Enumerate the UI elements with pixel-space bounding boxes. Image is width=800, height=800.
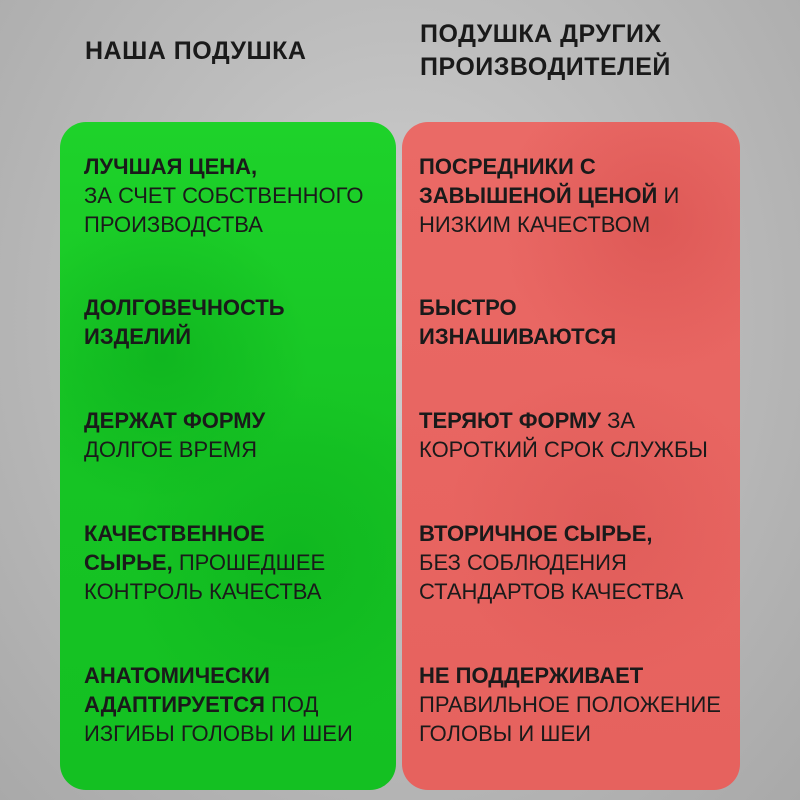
right-item-wear-l2: ИЗНАШИВАЮТСЯ xyxy=(419,324,617,349)
right-item-support xyxy=(419,661,726,748)
other-pillow-title-line-1: ПОДУШКА ДРУГИХ xyxy=(420,20,662,48)
our-pillow-panel xyxy=(60,122,396,790)
our-pillow-title: НАША ПОДУШКА xyxy=(85,37,307,65)
left-item-shape-l1: ДЕРЖАТ ФОРМУ xyxy=(84,408,266,433)
left-item-material-l2-normal: ПРОШЕДШЕЕ xyxy=(172,550,326,575)
right-item-shape-l1-normal: ЗА xyxy=(601,408,636,433)
right-item-material-l2: БЕЗ СОБЛЮДЕНИЯ xyxy=(419,550,627,575)
right-item-shape-l1-bold: ТЕРЯЮТ ФОРМУ xyxy=(419,408,602,433)
other-pillow-title xyxy=(420,18,750,84)
left-item-anatomic-l1: АНАТОМИЧЕСКИ xyxy=(84,663,270,688)
left-item-anatomic-l2-bold: АДАПТИРУЕТСЯ xyxy=(84,692,265,717)
right-item-support-l1: НЕ ПОДДЕРЖИВАЕТ xyxy=(419,663,644,688)
left-item-anatomic-l2 xyxy=(84,690,382,719)
right-item-material-l3: СТАНДАРТОВ КАЧЕСТВА xyxy=(419,579,684,604)
right-item-shape-l2: КОРОТКИЙ СРОК СЛУЖБЫ xyxy=(419,437,708,462)
right-item-support-l3: ГОЛОВЫ И ШЕИ xyxy=(419,721,591,746)
right-item-material-l1: ВТОРИЧНОЕ СЫРЬЕ, xyxy=(419,521,653,546)
other-pillow-title-line-2: ПРОИЗВОДИТЕЛЕЙ xyxy=(420,53,671,81)
left-item-material-l2 xyxy=(84,548,382,577)
left-item-material-l1: КАЧЕСТВЕННОЕ xyxy=(84,521,265,546)
right-item-price-l2-normal: И xyxy=(657,183,680,208)
left-item-price-l2: ЗА СЧЕТ СОБСТВЕННОГО xyxy=(84,183,364,208)
left-item-material xyxy=(84,519,382,606)
right-item-material xyxy=(419,519,726,606)
right-item-price-l3: НИЗКИМ КАЧЕСТВОМ xyxy=(419,212,651,237)
right-item-shape xyxy=(419,406,726,464)
right-item-price-l2-bold: ЗАВЫШЕНОЙ ЦЕНОЙ xyxy=(419,183,658,208)
left-item-durability-l1: ДОЛГОВЕЧНОСТЬ xyxy=(84,295,285,320)
right-item-price-l1: ПОСРЕДНИКИ С xyxy=(419,154,596,179)
left-item-anatomic-l2-normal: ПОД xyxy=(264,692,319,717)
right-item-wear xyxy=(419,293,726,351)
left-item-anatomic-l3: ИЗГИБЫ ГОЛОВЫ И ШЕИ xyxy=(84,721,353,746)
left-item-material-l2-bold: СЫРЬЕ, xyxy=(84,550,173,575)
right-item-shape-l1 xyxy=(419,406,726,435)
left-item-anatomic xyxy=(84,661,382,748)
left-item-price-l1: ЛУЧШАЯ ЦЕНА, xyxy=(84,154,258,179)
left-item-material-l3: КОНТРОЛЬ КАЧЕСТВА xyxy=(84,579,322,604)
left-item-price-l3: ПРОИЗВОДСТВА xyxy=(84,212,263,237)
other-pillow-panel xyxy=(402,122,740,790)
right-item-price-l2 xyxy=(419,181,726,210)
left-item-durability xyxy=(84,293,382,351)
right-item-wear-l1: БЫСТРО xyxy=(419,295,517,320)
right-item-price xyxy=(419,152,726,239)
header xyxy=(0,0,800,120)
left-item-shape xyxy=(84,406,382,464)
left-item-shape-l2: ДОЛГОЕ ВРЕМЯ xyxy=(84,437,258,462)
left-item-durability-l2: ИЗДЕЛИЙ xyxy=(84,324,192,349)
right-item-support-l2: ПРАВИЛЬНОЕ ПОЛОЖЕНИЕ xyxy=(419,692,721,717)
left-item-price xyxy=(84,152,382,239)
